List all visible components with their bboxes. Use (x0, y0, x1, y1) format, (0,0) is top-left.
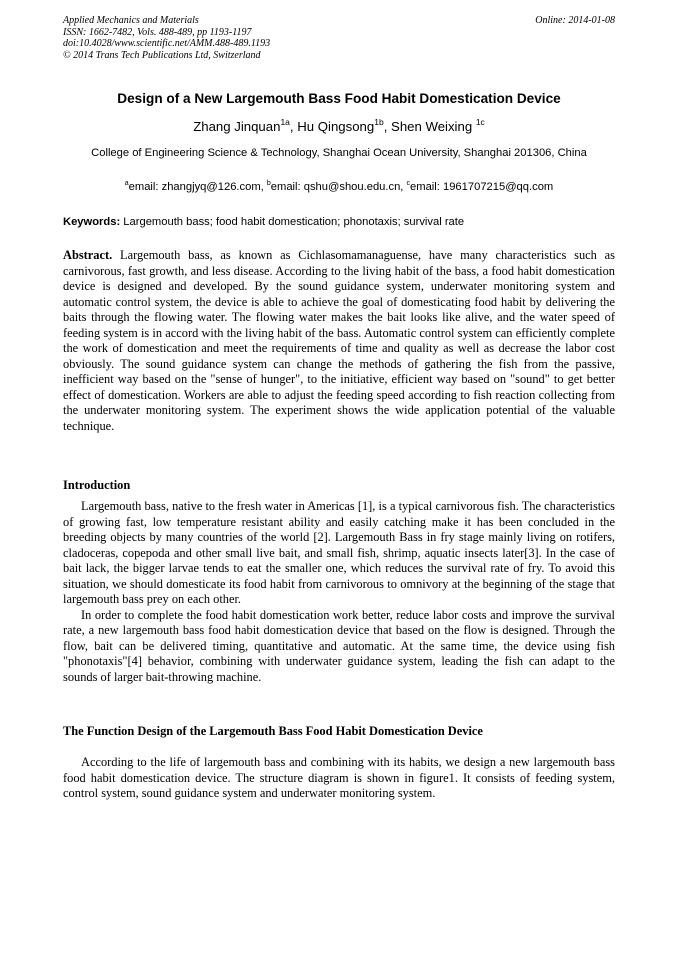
journal-header (63, 15, 270, 61)
author-name: Zhang Jinquan (193, 119, 281, 134)
journal-doi: doi:10.4028/www.scientific.net/AMM.488-489.1193 (63, 38, 271, 49)
journal-copyright: © 2014 Trans Tech Publications Ltd, Switzerland (63, 49, 261, 61)
paragraph: Largemouth bass, native to the fresh water in Americas [1], is a typical carnivorous fish. The characteristics of growing fast, low temperature resistant ability and easily catching make it has been concluded in the breeding objects by many countries of the world [2]. Largemouth Bass in fry stage mainly living on rotifers, cladoceras, copepoda and other small live bait, and small fish, shrimp, aquatic insects later[3]. In the case of bait lack, the bigger larvae tends to eat the smaller one, which reduces the survival rate of fry. To avoid this situation, we should domesticate its food habit from carnivorous to omnivory at the beginning of the stage that largemouth bass prey on each other. (63, 499, 615, 606)
author-mark: 1b (374, 117, 384, 127)
paper-title: Design of a New Largemouth Bass Food Habit Domestication Device (117, 91, 561, 106)
email-text[interactable]: email: qshu@shou.edu.cn, (270, 181, 407, 193)
author-name: Shen Weixing (391, 119, 476, 134)
author-name: Hu Qingsong (297, 119, 375, 134)
author-mark: 1a (280, 117, 290, 127)
author-separator: , (289, 119, 298, 134)
section-heading-function-design: The Function Design of the Largemouth Bass Food Habit Domestication Device (63, 724, 483, 738)
email-text[interactable]: email: 1961707215@qq.com (410, 181, 554, 193)
function-design-body (63, 755, 615, 802)
keywords-label: Keywords: (63, 216, 121, 228)
journal-name: Applied Mechanics and Materials (63, 15, 199, 26)
abstract-text: Largemouth bass, as known as Cichlasomamanaguense, have many characteristics such as carnivorous, fast growth, and less disease. According to the living habit of the bass, a food habit domestication device is designed and developed. By the sound guidance system, underwater monitoring system and automatic control system, the device is able to achieve the goal of domesticating food habit by delivering the baits through the flowing water. The flowing water makes the bait looks like alive, and the water speed of feeding system is in accord with the living habit of the bass. Automatic control system can efficiently complete the work of domestication and meet the requirements of time and quality as well as decrease the labor cost obviously. The sound guidance system can change the methods of gathering the fish from the passive, inefficient way based on the "sense of hunger", to the initiative, efficient way based on "sound" to get better effect of domestication. Workers are able to adjust the feeding speed according to fish reaction collecting from the underwater monitoring system. The experiment shows the wide application potential of the valuable technique. (63, 248, 615, 433)
section-heading-introduction: Introduction (63, 478, 131, 492)
author-separator: , (383, 119, 392, 134)
author-list (40, 118, 638, 135)
email-text[interactable]: email: zhangjyq@126.com, (128, 181, 267, 193)
abstract-label: Abstract. (63, 248, 113, 262)
affiliation: College of Engineering Science & Technology, Shanghai Ocean University, Shanghai 201306, China (91, 147, 587, 159)
introduction-body (63, 499, 615, 685)
email-mark: a (124, 180, 129, 187)
email-mark: b (266, 180, 271, 187)
email-mark: c (406, 180, 411, 187)
online-date: Online: 2014-01-08 (535, 15, 615, 26)
journal-issn: ISSN: 1662-7482, Vols. 488-489, pp 1193-1197 (63, 26, 252, 38)
paragraph: In order to complete the food habit domestication work better, reduce labor costs and improve the survival rate, a new largemouth bass food habit domestication device that based on the flow is designed. Through the flow, bait can be delivered timing, quantitative and automatic. At the same time, the device using fish "phonotaxis"[4] behavior, combining with underwater guidance system, leading the fish can adapt to the sounds of larger bait-throwing machine. (63, 607, 615, 684)
email-list (40, 180, 638, 195)
author-mark: 1c (475, 117, 485, 127)
keywords (63, 215, 615, 230)
keywords-text: Largemouth bass; food habit domestication; phonotaxis; survival rate (120, 216, 465, 228)
paragraph: According to the life of largemouth bass and combining with its habits, we design a new largemouth bass food habit domestication device. The structure diagram is shown in figure1. It consists of feeding system, control system, sound guidance system and underwater monitoring system. (63, 755, 615, 800)
abstract (63, 248, 615, 434)
